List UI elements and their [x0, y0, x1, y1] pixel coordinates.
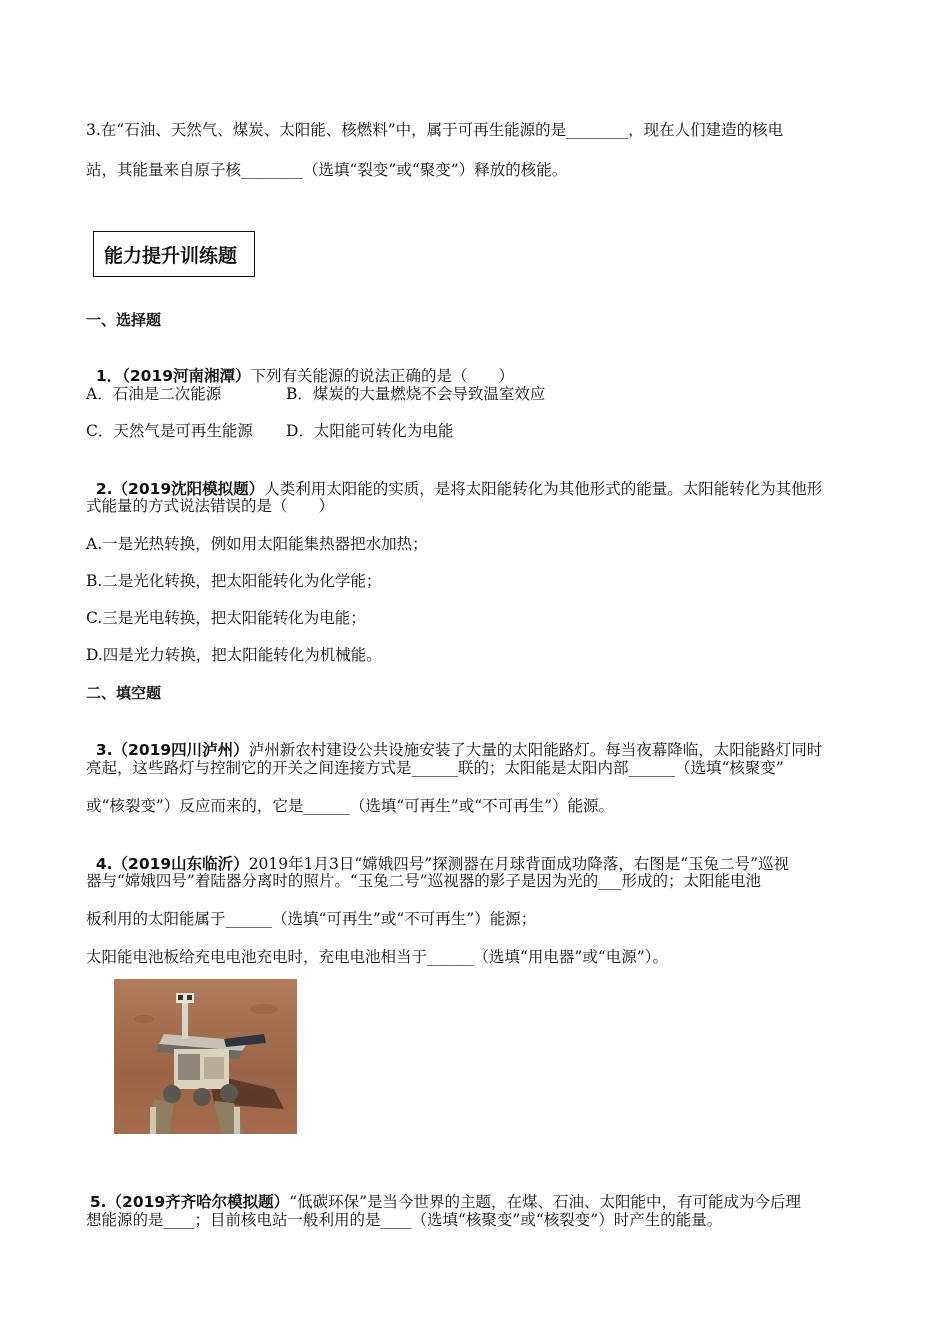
- q4-line3: 板利用的太阳能属于______（选填“可再生”或“不可再生”）能源；: [86, 910, 537, 928]
- q2-line1: [86, 459, 822, 499]
- q5-line2: 想能源的是____；目前核电站一般利用的是____（选填“核聚变”或“核裂变”）时产生的能量。: [86, 1211, 723, 1229]
- q5-line1: [80, 1172, 801, 1212]
- q2-option-d: D.四是光力转换，把太阳能转化为机械能。: [86, 646, 382, 664]
- q1-option-b: B．煤炭的大量燃烧不会导致温室效应: [286, 385, 546, 403]
- section-title: 能力提升训练题: [104, 244, 238, 267]
- q3-line1: [86, 720, 822, 760]
- q1-option-c: C．天然气是可再生能源: [86, 422, 253, 440]
- q4-text1: 2019年1月3日“嫦娥四号”探测器在月球背面成功降落，右图是“玉兔二号”巡视: [248, 855, 790, 873]
- q3-top-line1: 3.在“石油、天然气、煤炭、太阳能、核燃料”中，属于可再生能源的是________，现在人们建造的核电: [86, 121, 784, 139]
- q2-option-a: A.一是光热转换，例如用太阳能集热器把水加热；: [86, 535, 428, 553]
- q1-option-a: A．石油是二次能源: [86, 385, 222, 403]
- rover-illustration: [114, 979, 297, 1134]
- q2-label: 2.（2019沈阳模拟题）: [95, 480, 265, 498]
- rover-photo: [114, 979, 297, 1134]
- q1-stem: 下列有关能源的说法正确的是（ ）: [250, 367, 515, 385]
- q2-option-b: B.二是光化转换，把太阳能转化为化学能；: [86, 572, 382, 590]
- part2-heading: 二、填空题: [86, 684, 162, 702]
- q5-label: 5.（2019齐齐哈尔模拟题）: [89, 1193, 290, 1211]
- q1-option-d: D．太阳能可转化为电能: [286, 422, 454, 440]
- q4-line2: 器与“嫦娥四号”着陆器分离时的照片。“玉兔二号”巡视器的影子是因为光的___形成的；太阳能电池: [86, 872, 761, 890]
- q3-label: 3.（2019四川泸州）: [95, 741, 249, 759]
- q1-line: [86, 346, 514, 386]
- q5-text1: “低碳环保”是当今世界的主题，在煤、石油、太阳能中，有可能成为今后理: [289, 1193, 802, 1211]
- q3-line3: 或“核裂变”）反应而来的，它是______（选填“可再生”或“不可再生”）能源。: [86, 797, 615, 815]
- q3-line2: 亮起，这些路灯与控制它的开关之间连接方式是______联的；太阳能是太阳内部______（选填“核聚变”: [86, 759, 784, 777]
- q4-line1: [86, 834, 789, 874]
- q1-label: 1．（2019河南湘潭）: [95, 367, 251, 385]
- q3-text1: 泸州新农村建设公共设施安装了大量的太阳能路灯。每当夜幕降临，太阳能路灯同时: [248, 741, 823, 759]
- section-title-box: [93, 231, 255, 277]
- q4-line4: 太阳能电池板给充电电池充电时，充电电池相当于______（选填“用电器”或“电源”）。: [86, 948, 668, 966]
- q3-top-line2: 站，其能量来自原子核________（选填“裂变”或“聚变”）释放的核能。: [86, 161, 568, 179]
- part1-heading: 一、选择题: [86, 311, 162, 329]
- q2-option-c: C.三是光电转换，把太阳能转化为电能；: [86, 609, 366, 627]
- q2-stem1: 人类利用太阳能的实质，是将太阳能转化为其他形式的能量。太阳能转化为其他形: [264, 480, 823, 498]
- q4-label: 4.（2019山东临沂）: [95, 855, 249, 873]
- q2-stem2: 式能量的方式说法错误的是（ ）: [86, 497, 335, 515]
